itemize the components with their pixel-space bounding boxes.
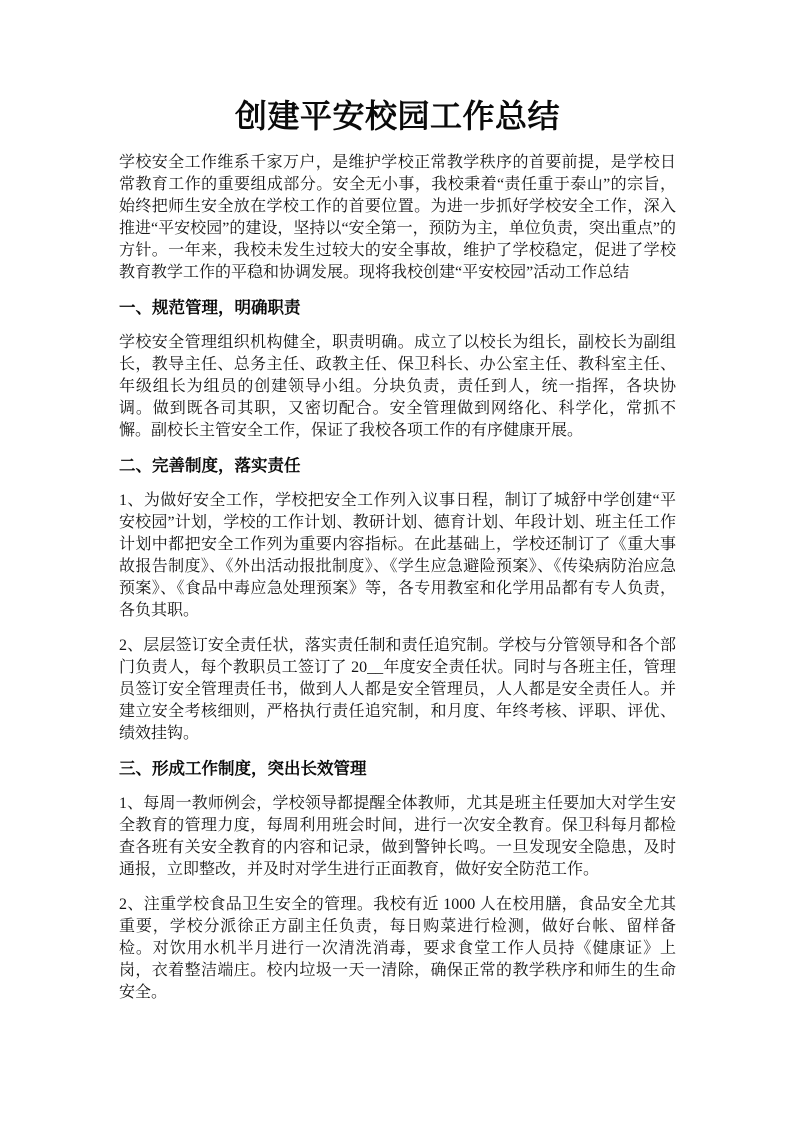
section-2-heading: 二、完善制度，落实责任 [119,456,301,475]
intro-paragraph: 学校安全工作维系千家万户，是维护学校正常教学秩序的首要前提，是学校日常教育工作的重要组成部分。安全无小事，我校秉着“责任重于泰山”的宗旨，始终把师生安全放在学校工作的首要位置。为进一步抓好学校安全工作，深入推进“平安校园”的建设，坚持以“安全第一，预防为主，单位负责，突出重点”的方针。一年来，我校未发生过较大的安全事故，维护了学校稳定，促进了学校教育教学工作的平稳和协调发展。现将我校创建“平安校园”活动工作总结 [119,154,676,281]
section-1-heading: 一、规范管理，明确职责 [119,298,301,317]
document-content [119,96,676,1017]
section-3-heading: 三、形成工作制度，突出长效管理 [119,759,367,778]
section-1-paragraph-1: 学校安全管理组织机构健全，职责明确。成立了以校长为组长，副校长为副组长，教导主任、总务主任、政教主任、保卫科长、办公室主任、教科室主任、年级组长为组员的创建领导小组。分块负责，责任到人，统一指挥，各块协调。做到既各司其职，又密切配合。安全管理做到网络化、科学化，常抓不懈。副校长主管安全工作，保证了我校各项工作的有序健康开展。 [119,334,676,439]
section-3-paragraph-1: 1、每周一教师例会，学校领导都提醒全体教师，尤其是班主任要加大对学生安全教育的管理力度，每周利用班会时间，进行一次安全教育。保卫科每月都检查各班有关安全教育的内容和记录，做到警钟长鸣。一旦发现安全隐患，及时通报，立即整改，并及时对学生进行正面教育，做好安全防范工作。 [119,795,676,878]
section-2-paragraph-2: 2、层层签订安全责任状，落实责任制和责任追究制。学校与分管领导和各个部门负责人，每个教职员工签订了 20__年度安全责任状。同时与各班主任，管理员签订安全管理责任书，做到人人都是安全管理员，人人都是安全责任人。并建立安全考核细则，严格执行责任追究制，和月度、年终考核、评职、评优、绩效挂钩。 [119,637,676,742]
document-title: 创建平安校园工作总结 [234,98,560,134]
section-3-paragraph-2: 2、注重学校食品卫生安全的管理。我校有近 1000 人在校用膳，食品安全尤其重要，学校分派徐正方副主任负责，每日购菜进行检测，做好台帐、留样备检。对饮用水机半月进行一次清洗消毒，要求食堂工作人员持《健康证》上岗，衣着整洁端庄。校内垃圾一天一清除，确保正常的教学秩序和师生的生命安全。 [119,896,676,1001]
section-2-paragraph-1: 1、为做好安全工作，学校把安全工作列入议事日程，制订了城舒中学创建“平安校园”计划，学校的工作计划、教研计划、德育计划、年段计划、班主任工作计划中都把安全工作列为重要内容指标。在此基础上，学校还制订了《重大事故报告制度》、《外出活动报批制度》、《学生应急避险预案》、《传染病防治应急预案》、《食品中毒应急处理预案》等，各专用教室和化学用品都有专人负责，各负其职。 [119,492,676,619]
